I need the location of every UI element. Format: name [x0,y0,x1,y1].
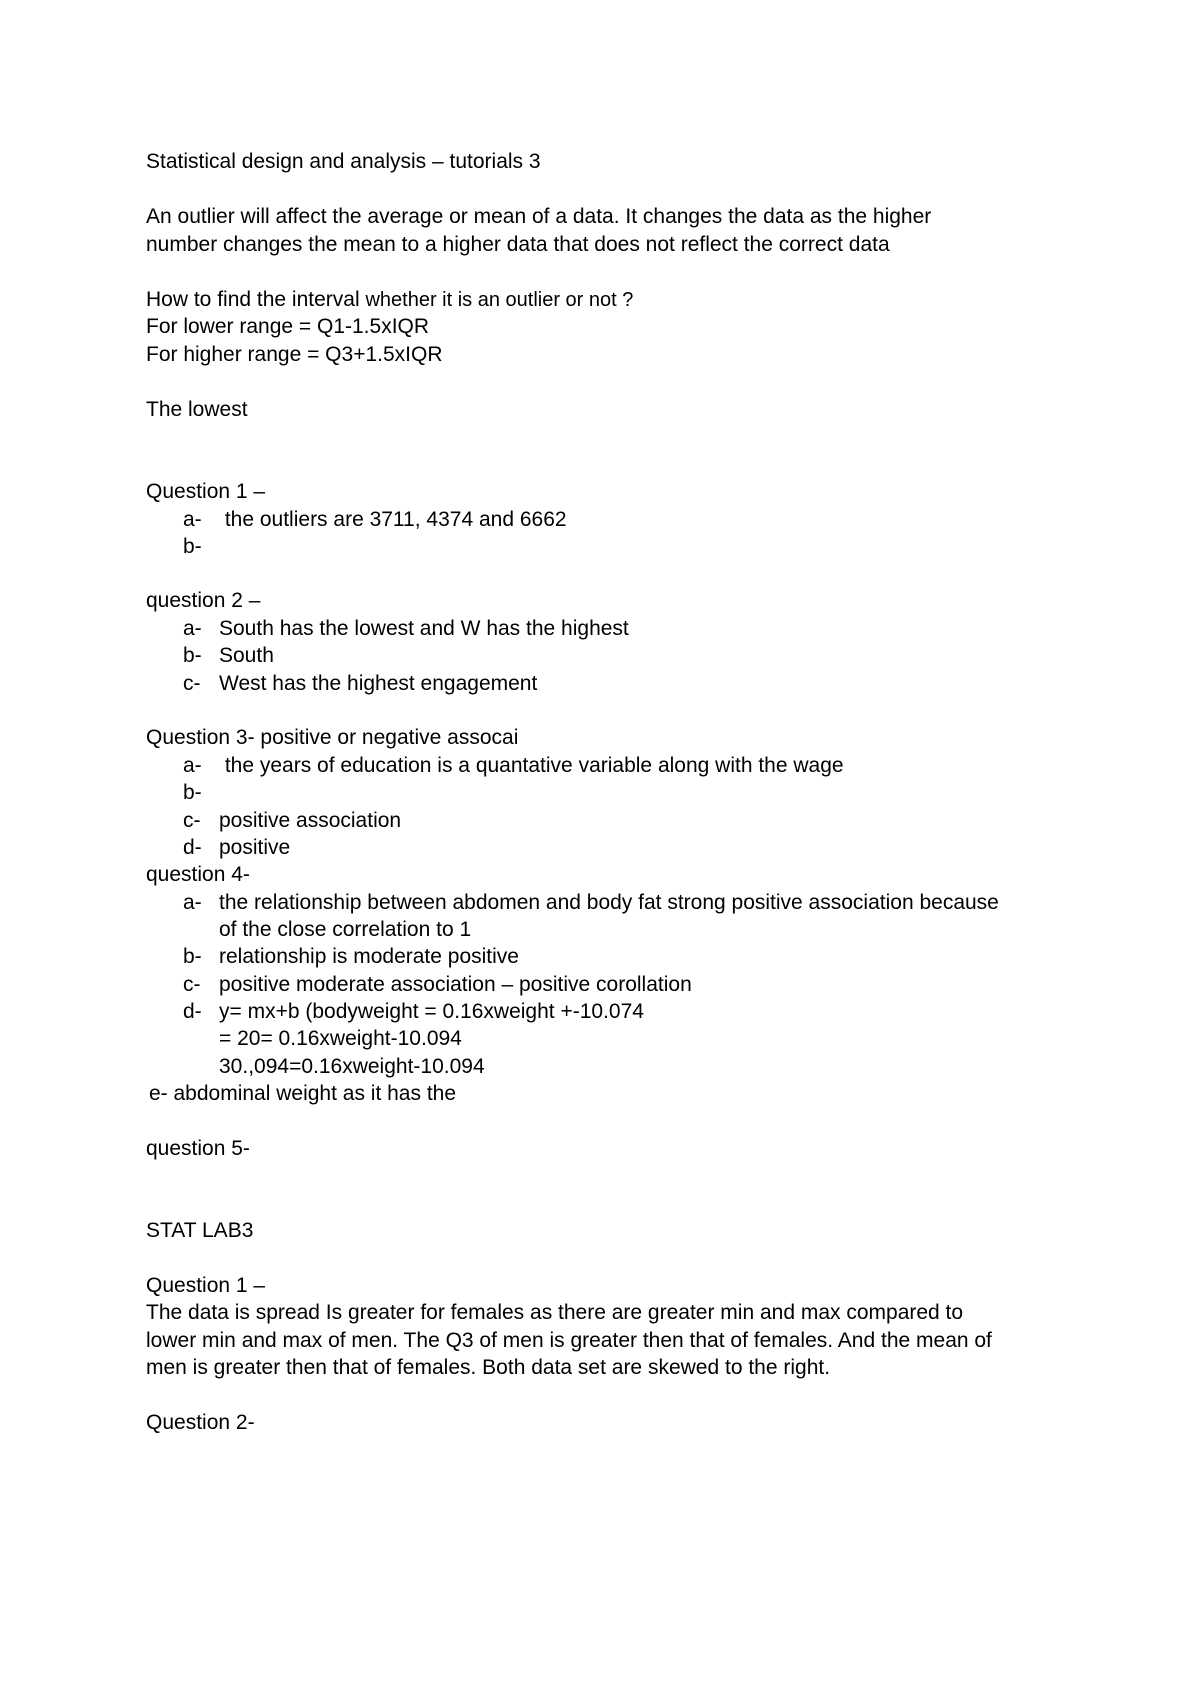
question-3-item-b [183,779,219,807]
item-marker: c- [183,973,201,996]
item-text: the relationship between abdomen and body fat strong positive association because [219,891,999,914]
item-text: relationship is moderate positive [219,945,519,968]
interval-heading-part-2: whether it is an outlier or not ? [365,289,634,311]
question-4-item-c [183,971,692,999]
interval-heading [146,286,633,314]
question-3-item-c [183,807,401,835]
question-4-item-b [183,943,519,971]
lab-title: STAT LAB3 [146,1219,254,1242]
item-marker: c- [183,672,201,695]
question-4-item-a-continued: of the close correlation to 1 [219,918,472,941]
item-marker: c- [183,809,201,832]
item-marker: a- [183,754,202,777]
lab-question-1-heading: Question 1 – [146,1274,266,1297]
item-text: the years of education is a quantative variable along with the wage [219,754,844,777]
question-4-item-a [183,889,999,917]
question-4-item-d-continued-2: 30.,094=0.16xweight-10.094 [219,1055,485,1078]
lab-question-1-line-3: men is greater then that of females. Both data set are skewed to the right. [146,1356,831,1379]
higher-range-formula: For higher range = Q3+1.5xIQR [146,343,443,366]
question-4-item-e: e- abdominal weight as it has the [149,1082,457,1105]
item-text: South has the lowest and W has the highest [219,617,629,640]
item-marker: a- [183,891,202,914]
question-4-item-d-continued-1: = 20= 0.16xweight-10.094 [219,1027,462,1050]
question-3-item-a [183,752,844,780]
intro-line-1: An outlier will affect the average or mean of a data. It changes the data as the higher [146,205,932,228]
item-text: the outliers are 3711, 4374 and 6662 [219,508,567,531]
item-text: South [219,644,274,667]
item-marker: a- [183,508,202,531]
lab-question-2-heading: Question 2- [146,1411,255,1434]
question-2-item-c [183,670,537,698]
question-2-item-b [183,642,274,670]
lab-question-1-line-2: lower min and max of men. The Q3 of men is greater then that of females. And the mean of [146,1329,992,1352]
item-text: positive association [219,809,402,832]
item-text: West has the highest engagement [219,672,538,695]
question-4-item-d [183,998,644,1026]
question-1-item-a [183,506,567,534]
lower-range-formula: For lower range = Q1-1.5xIQR [146,315,430,338]
item-text: y= mx+b (bodyweight = 0.16xweight +-10.074 [219,1000,644,1023]
item-text: positive [219,836,291,859]
item-text: positive moderate association – positive corollation [219,973,692,996]
item-marker: a- [183,617,202,640]
question-5-heading: question 5- [146,1137,250,1160]
item-marker: b- [183,781,202,804]
item-marker: b- [183,535,202,558]
question-3-item-d [183,834,290,862]
lab-question-1-line-1: The data is spread Is greater for females as there are greater min and max compared to [146,1301,964,1324]
item-marker: d- [183,1000,202,1023]
item-marker: b- [183,945,202,968]
question-2-heading: question 2 – [146,589,261,612]
lowest-note: The lowest [146,398,248,421]
question-1-heading: Question 1 – [146,480,266,503]
interval-heading-part-1: How to find the interval [146,288,366,311]
question-4-heading: question 4- [146,863,250,886]
question-1-item-b [183,533,219,561]
question-3-heading: Question 3- positive or negative assocai [146,726,519,749]
item-marker: b- [183,644,202,667]
document-title: Statistical design and analysis – tutorials 3 [146,150,541,173]
question-2-item-a [183,615,629,643]
item-marker: d- [183,836,202,859]
intro-line-2: number changes the mean to a higher data that does not reflect the correct data [146,233,890,256]
